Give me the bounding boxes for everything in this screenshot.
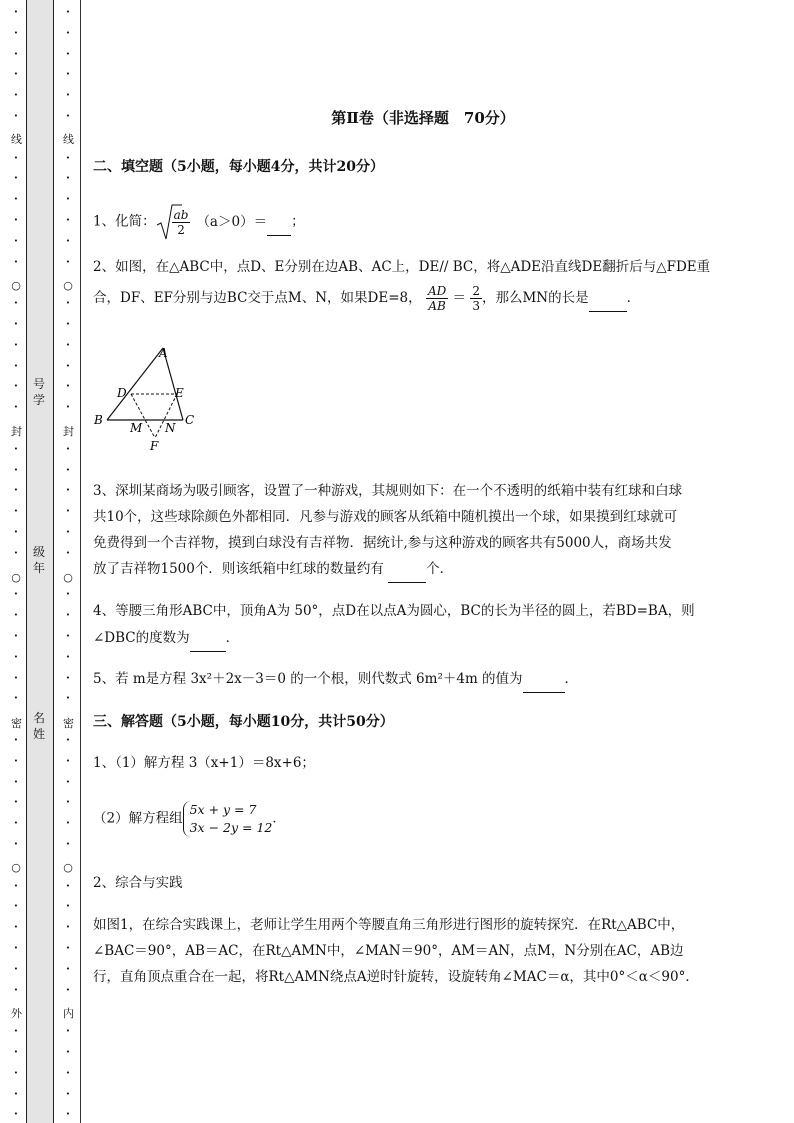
outer-dotted-line: [11, 0, 21, 1123]
margin-dot: •: [13, 673, 19, 682]
margin-dot: •: [65, 632, 71, 640]
section-fill-blank-heading: 二、填空题（5小题，每小题4分，共计20分）: [93, 159, 384, 175]
q1-suffix: ；: [291, 213, 305, 230]
margin-dot: •: [65, 112, 71, 120]
margin-mark: 线: [63, 133, 74, 146]
margin-dot: •: [65, 216, 71, 224]
a1-part2-prefix: （2）解方程组: [93, 810, 183, 827]
margin-dot: •: [13, 8, 19, 16]
margin-dot: •: [13, 902, 19, 911]
answer-question-2-line-3: 行，直角顶点重合在一起，将Rt△AMN绕点A逆时针旋转，设旋转角∠MAC＝α，其中0°＜α＜90°．: [93, 969, 699, 985]
q4-text: ∠DBC的度数为: [93, 630, 190, 646]
margin-dot: •: [13, 28, 19, 37]
margin-dot: •: [13, 694, 19, 703]
margin-mark: ○: [11, 861, 21, 874]
margin-dot: •: [13, 361, 19, 370]
margin-dot: •: [65, 673, 71, 682]
margin-dot: •: [65, 91, 71, 100]
margin-dot: •: [65, 320, 71, 328]
margin-dot: •: [13, 299, 19, 308]
margin-dot: •: [65, 257, 71, 266]
q5-answer-blank[interactable]: [523, 666, 565, 693]
margin-mark: 线: [11, 133, 22, 146]
margin-dot: •: [65, 881, 71, 890]
margin-dot: •: [13, 756, 19, 765]
question-2-line-2: [93, 284, 743, 313]
margin-dot: •: [65, 70, 71, 79]
margin-mark: 封: [63, 425, 74, 438]
margin-mark: ○: [11, 279, 21, 292]
triangle-figure: [93, 340, 213, 458]
margin-dot: •: [65, 694, 71, 703]
equation-1: 5x + y = 7: [189, 802, 257, 817]
margin-dot: •: [13, 1089, 19, 1098]
margin-dot: •: [13, 320, 19, 328]
q2-equals: ＝: [452, 290, 467, 306]
margin-dot: •: [65, 590, 71, 599]
margin-dot: •: [65, 507, 71, 516]
a1-part2-suffix: ．: [272, 810, 286, 827]
section-answer-heading: 三、解答题（5小题，每小题10分，共计50分）: [93, 714, 394, 730]
margin-dot: •: [65, 340, 71, 349]
margin-dot: •: [65, 1048, 71, 1056]
label-D: D: [117, 386, 127, 400]
q2-fraction-ad-ab: $\frac{AD}{AB}$: [427, 284, 447, 313]
q2-text-a: 合，DF、EF分别与边BC交于点M、N，如果DE=8，: [93, 290, 422, 306]
q1-answer-blank[interactable]: [267, 209, 291, 236]
margin-mark: 外: [11, 1007, 22, 1020]
margin-dot: •: [13, 1048, 19, 1056]
margin-dot: •: [13, 548, 19, 557]
margin-dot: •: [13, 590, 19, 599]
margin-dot: •: [13, 798, 19, 807]
question-5: [93, 666, 743, 693]
margin-dot: •: [65, 299, 71, 308]
margin-dot: •: [13, 195, 19, 204]
margin-mark: 密: [11, 717, 22, 730]
margin-dot: •: [13, 528, 19, 536]
margin-dot: •: [65, 652, 71, 661]
margin-dot: •: [13, 652, 19, 661]
margin-dot: •: [65, 174, 71, 183]
margin-dot: •: [65, 195, 71, 204]
q5-end: ．: [564, 671, 579, 687]
margin-dot: •: [13, 964, 19, 973]
q3-end: 个．: [426, 561, 454, 577]
margin-dot: •: [13, 944, 19, 952]
margin-dot: •: [13, 340, 19, 349]
margin-dot: •: [65, 902, 71, 911]
margin-dot: •: [65, 1110, 71, 1119]
margin-dot: •: [65, 964, 71, 973]
label-A: A: [159, 346, 168, 360]
margin-dot: •: [65, 798, 71, 807]
margin-dot: •: [65, 840, 71, 848]
answer-question-1-part-1: 1、（1）解方程 3（x+1）＝8x+6；: [93, 755, 315, 771]
margin-dot: •: [13, 112, 19, 120]
margin-dot: •: [13, 985, 19, 994]
margin-dot: •: [65, 382, 71, 391]
margin-dot: •: [65, 528, 71, 536]
margin-dot: •: [65, 153, 71, 162]
margin-dot: •: [13, 632, 19, 640]
margin-dot: •: [13, 465, 19, 474]
margin-dot: •: [65, 944, 71, 952]
margin-dot: •: [13, 70, 19, 79]
margin-dot: •: [13, 611, 19, 620]
margin-dot: •: [13, 1027, 19, 1036]
answer-question-1-part-2: [93, 801, 743, 837]
margin-dot: •: [65, 1089, 71, 1098]
label-N: N: [165, 421, 176, 435]
margin-dot: •: [13, 153, 19, 162]
margin-dot: •: [13, 236, 19, 245]
margin-dot: •: [13, 736, 19, 744]
margin-dot: •: [65, 8, 71, 16]
question-2-line-1: 2、如图，在△ABC中，点D、E分别在边AB、AC上，DE// BC，将△ADE沿直线DE翻折后与△FDE重: [93, 259, 711, 275]
inner-dotted-line: [63, 0, 73, 1123]
question-4-line-1: 4、等腰三角形ABC中，顶角A为 50°，点D在以点A为圆心，BC的长为半径的圆上，若BD=BA，则: [93, 603, 695, 619]
question-3-line-4: [93, 556, 743, 583]
answer-question-2-heading: 2、综合与实践: [93, 875, 183, 891]
q2-text-b: ，那么MN的长是: [481, 290, 589, 306]
question-3-line-1: 3、深圳某商场为吸引顾客，设置了一种游戏，其规则如下：在一个不透明的纸箱中装有红球和白球: [93, 483, 683, 499]
margin-dot: •: [65, 985, 71, 994]
margin-mark: 内: [63, 1007, 74, 1020]
margin-dot: •: [13, 444, 19, 453]
equation-system: [183, 801, 273, 837]
equation-2: 3x − 2y = 12: [189, 820, 273, 835]
question-4-line-2: [93, 625, 743, 652]
q1-prefix: 1、化简：: [93, 213, 156, 230]
q4-end: ．: [225, 630, 240, 646]
margin-dot: •: [13, 49, 19, 58]
q3-answer-blank[interactable]: [388, 556, 426, 583]
margin-dot: •: [13, 216, 19, 224]
answer-question-2-line-1: 如图1，在综合实践课上，老师让学生用两个等腰直角三角形进行图形的旋转探究．在Rt△ABC中，: [93, 917, 685, 933]
margin-dot: •: [13, 819, 19, 828]
label-F: F: [150, 439, 159, 453]
margin-dot: •: [13, 91, 19, 100]
q2-end: ．: [626, 290, 641, 306]
label-name: 名 姓: [32, 711, 45, 741]
margin-dot: •: [65, 465, 71, 474]
q3-text: 放了吉祥物1500个．则该纸箱中红球的数量约有: [93, 561, 389, 577]
margin-dot: •: [65, 28, 71, 37]
margin-mark: ○: [63, 861, 73, 874]
margin-dot: •: [13, 507, 19, 516]
label-class: 级 年: [32, 545, 45, 575]
margin-dot: •: [65, 923, 71, 932]
margin-dot: •: [65, 548, 71, 557]
q1-condition: （a＞0）＝: [196, 213, 268, 230]
margin-dot: •: [13, 257, 19, 266]
q2-fraction-2-3: $\frac{2}{3}$: [472, 284, 480, 313]
label-M: M: [130, 421, 143, 435]
label-B: B: [94, 413, 103, 427]
margin-dot: •: [13, 881, 19, 890]
question-1: [93, 203, 743, 241]
q1-radicand-numerator: ab: [173, 207, 189, 222]
margin-mark: 密: [63, 717, 74, 730]
q4-answer-blank[interactable]: [190, 625, 226, 652]
q2-answer-blank[interactable]: [589, 285, 627, 312]
margin-dot: •: [65, 1027, 71, 1036]
margin-dot: •: [65, 736, 71, 744]
answer-question-2-line-2: ∠BAC＝90°，AB＝AC，在Rt△AMN中，∠MAN＝90°，AM＝AN，点M，N分别在AC，AB边: [93, 943, 684, 959]
radical: [156, 203, 191, 241]
margin-mark: ○: [63, 571, 73, 584]
margin-dot: •: [13, 840, 19, 848]
label-E: E: [175, 386, 184, 400]
margin-dot: •: [65, 611, 71, 620]
q1-radicand-denominator: 2: [177, 222, 185, 237]
margin-dot: •: [65, 756, 71, 765]
margin-dot: •: [13, 777, 19, 786]
margin-dot: •: [13, 382, 19, 391]
margin-mark: 封: [11, 425, 22, 438]
margin-dot: •: [65, 777, 71, 786]
margin-dot: •: [13, 174, 19, 183]
margin-dot: •: [65, 236, 71, 245]
margin-dot: •: [13, 1110, 19, 1119]
margin-dot: •: [13, 486, 19, 495]
margin-dot: •: [65, 361, 71, 370]
margin-dot: •: [13, 1068, 19, 1077]
margin-dot: •: [65, 403, 71, 412]
margin-dot: •: [65, 49, 71, 58]
margin-dot: •: [65, 486, 71, 495]
question-3-line-2: 共10个，这些球除颜色外都相同．凡参与游戏的顾客从纸箱中随机摸出一个球，如果摸到红球就可: [93, 509, 678, 525]
margin-mark: ○: [63, 279, 73, 292]
margin-dot: •: [13, 403, 19, 412]
margin-dot: •: [65, 444, 71, 453]
margin-dot: •: [65, 819, 71, 828]
label-student-id: 号 学: [32, 377, 45, 407]
margin-dot: •: [65, 1068, 71, 1077]
label-C: C: [185, 413, 195, 427]
margin-border-line: [80, 0, 81, 1123]
q5-text: 5、若 m是方程 3x²＋2x－3＝0 的一个根，则代数式 6m²＋4m 的值为: [93, 671, 523, 687]
question-3-line-3: 免费得到一个吉祥物，摸到白球没有吉祥物．据统计,参与这种游戏的顾客共有5000人，商场共发: [93, 535, 672, 551]
page-title: 第Ⅱ卷（非选择题 70分）: [331, 109, 515, 127]
margin-mark: ○: [11, 571, 21, 584]
margin-dot: •: [13, 923, 19, 932]
